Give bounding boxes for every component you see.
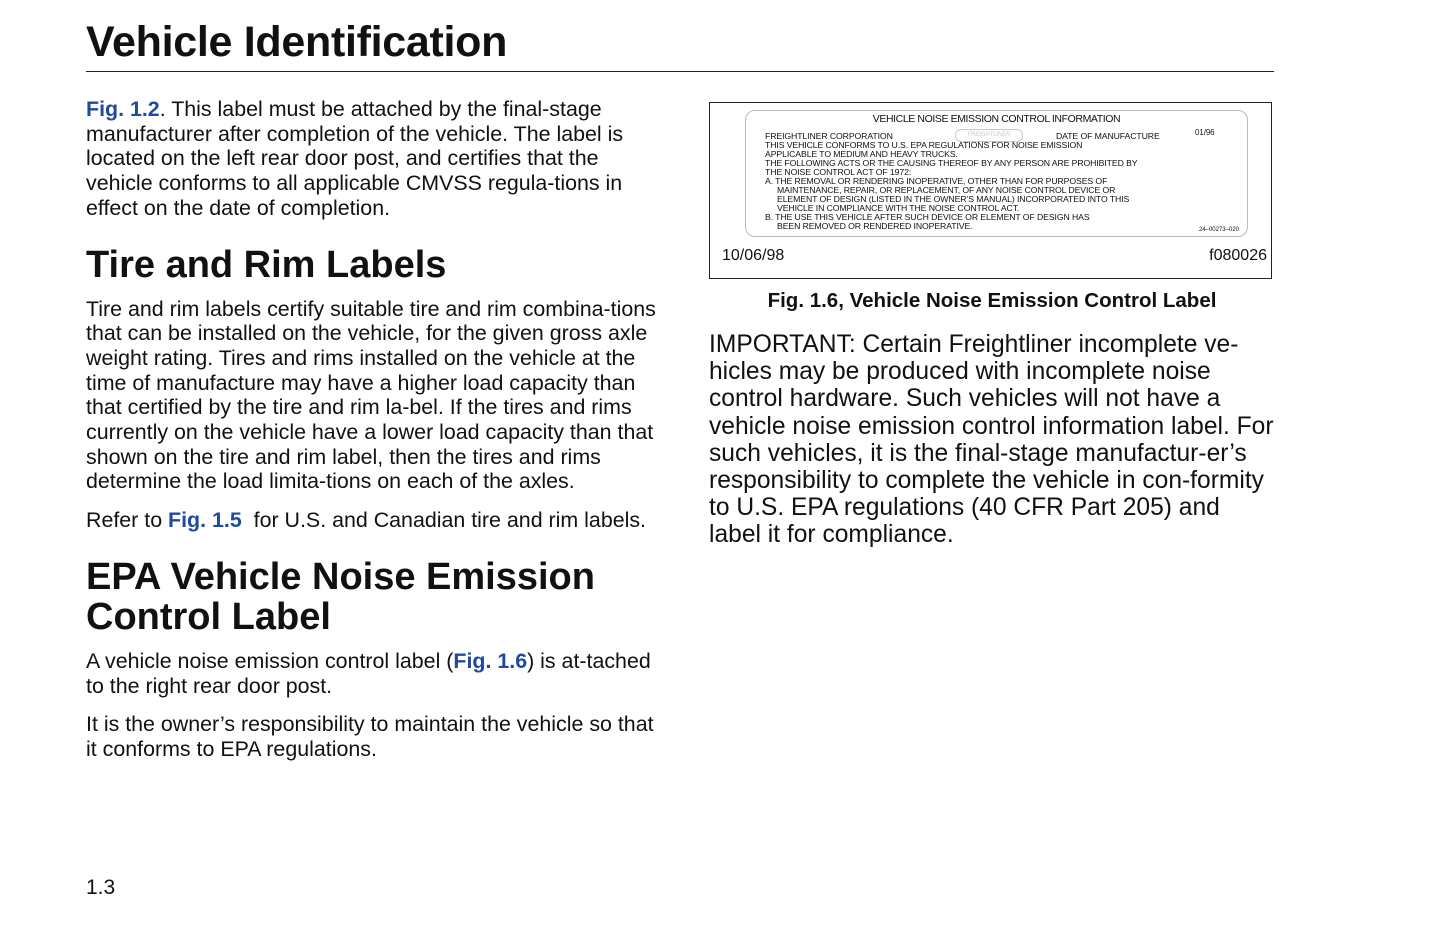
epa-heading: EPA Vehicle Noise Emission Control Label — [86, 555, 595, 638]
refer-text: Refer to — [86, 508, 169, 533]
title-divider — [86, 71, 1274, 72]
fig12-paragraph-text: . This label must be attached by the final-stage manufacturer after completion of the vehicle. The label is located on the left rear door post, and certifies that the vehicle conforms to all applicable CMVSS regula-tions in effect on the date of completion. — [86, 97, 624, 220]
label-part-number: 24–00273–020 — [1198, 227, 1239, 233]
label-line: MAINTENANCE, REPAIR, OR REPLACEMENT, OF ANY NOISE CONTROL DEVICE OR — [777, 185, 1116, 195]
noise-label-plate — [745, 110, 1248, 237]
freightliner-logo: FREIGHTLINER — [955, 129, 1023, 142]
figure-date: 10/06/98 — [722, 247, 785, 264]
label-date-label: DATE OF MANUFACTURE — [1056, 131, 1160, 141]
label-line: THIS VEHICLE CONFORMS TO U.S. EPA REGULATIONS FOR NOISE EMISSION — [765, 140, 1083, 150]
label-heading: VEHICLE NOISE EMISSION CONTROL INFORMATION — [872, 113, 1121, 125]
label-line: APPLICABLE TO MEDIUM AND HEAVY TRUCKS. — [765, 149, 958, 159]
label-line: A. THE REMOVAL OR RENDERING INOPERATIVE, OTHER THAN FOR PURPOSES OF — [765, 176, 1108, 186]
fig-1-5-link[interactable]: Fig. 1.5 — [168, 508, 242, 533]
tire-rim-refer-paragraph — [86, 508, 661, 533]
epa-paragraph — [86, 649, 661, 698]
label-line: ELEMENT OF DESIGN (LISTED IN THE OWNER’S MANUAL) INCORPORATED INTO THIS — [777, 194, 1130, 204]
fig-1-2-link[interactable]: Fig. 1.2 — [86, 97, 160, 121]
page-title: Vehicle Identification — [86, 18, 508, 66]
label-line: BEEN REMOVED OR RENDERED INOPERATIVE. — [777, 221, 973, 231]
tire-rim-heading: Tire and Rim Labels — [86, 243, 447, 286]
important-note: IMPORTANT: Certain Freightliner incomplete ve-hicles may be produced with incomplete noise control hardware. Such vehicles will not have a vehicle noise emission control information label. For such vehicles, it is the final-stage manufactur-er’s responsibility to complete the vehicle in con-formity to U.S. EPA regulations (40 CFR Part 205) and label it for compliance. — [709, 331, 1274, 549]
epa-text-start: A vehicle noise emission control label ( — [86, 648, 454, 673]
fig12-paragraph — [86, 97, 661, 221]
label-date-value: 01/96 — [1195, 128, 1215, 137]
epa-text-end: ) is at-tached to the right rear door post. — [86, 648, 651, 698]
label-line: B. THE USE THIS VEHICLE AFTER SUCH DEVICE OR ELEMENT OF DESIGN HAS — [765, 212, 1090, 222]
left-column — [86, 97, 661, 762]
label-line: THE FOLLOWING ACTS OR THE CAUSING THEREOF BY ANY PERSON ARE PROHIBITED BY — [765, 158, 1138, 168]
figure-caption: Fig. 1.6, Vehicle Noise Emission Control Label — [767, 289, 1217, 312]
page-number: 1.3 — [86, 876, 116, 899]
noise-label-figure — [709, 102, 1272, 279]
right-column — [709, 102, 1275, 549]
refer-text-end: for U.S. and Canadian tire and rim labels. — [241, 508, 646, 533]
label-corp: FREIGHTLINER CORPORATION — [765, 131, 893, 141]
label-line: VEHICLE IN COMPLIANCE WITH THE NOISE CONTROL ACT. — [777, 203, 1020, 213]
label-corp-line — [765, 128, 1225, 141]
label-text — [765, 128, 1225, 231]
label-line: THE NOISE CONTROL ACT OF 1972: — [765, 167, 912, 177]
tire-rim-paragraph: Tire and rim labels certify suitable tire and rim combina-tions that can be installed on the vehicle, for the given gross axle weight rating. Tires and rims installed on the vehicle at the time of manufacture may have a higher load capacity than that certified by the tire and rim la-bel. If the tires and rims currently on the vehicle have a lower load capacity than that shown on the tire and rim label, then the tires and rims determine the load limita-tions on each of the axles. — [86, 296, 656, 494]
figure-id: f080026 — [1209, 247, 1267, 264]
owner-responsibility-paragraph: It is the owner’s responsibility to maintain the vehicle so that it conforms to EPA regulations. — [86, 712, 654, 761]
fig-1-6-link[interactable]: Fig. 1.6 — [453, 648, 528, 673]
